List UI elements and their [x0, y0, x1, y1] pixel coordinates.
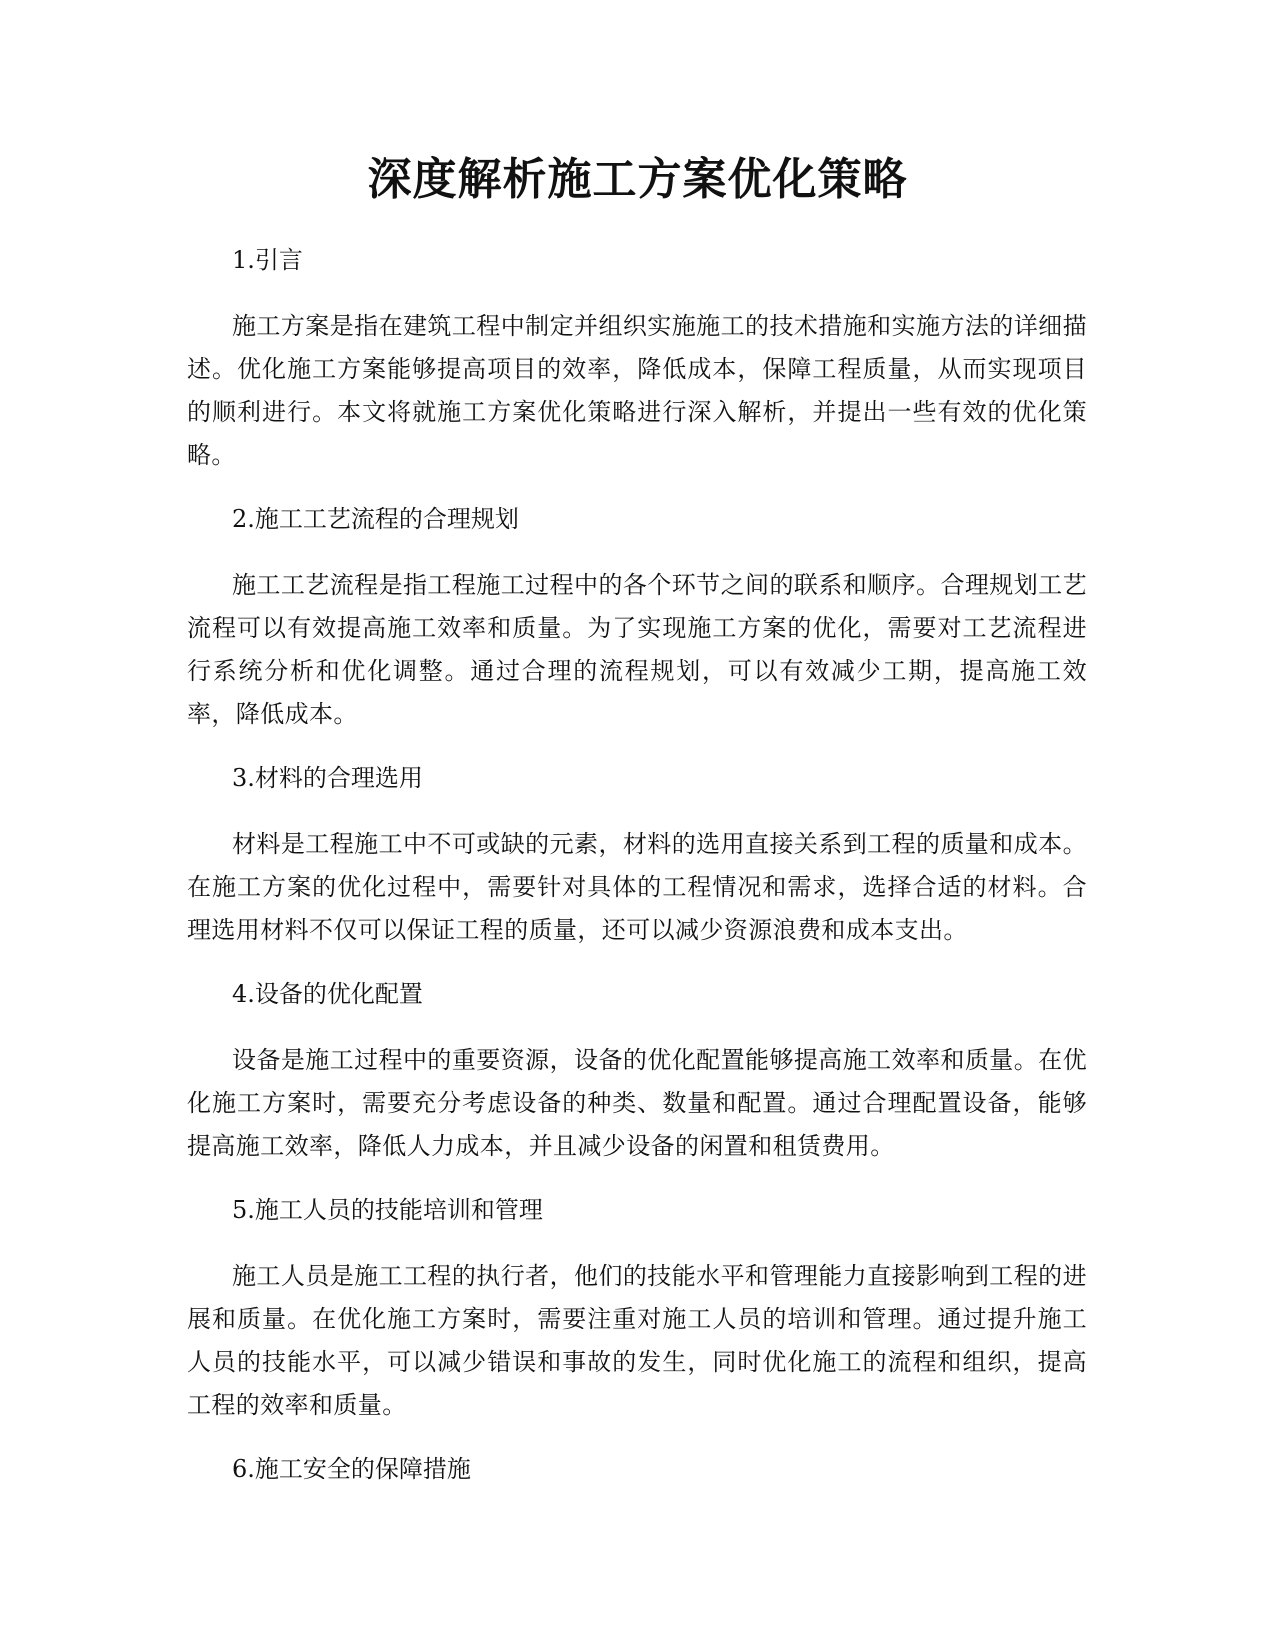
section-heading-2: 2.施工工艺流程的合理规划 — [232, 505, 519, 533]
section-paragraph-2: 施工工艺流程是指工程施工过程中的各个环节之间的联系和顺序。合理规划工艺流程可以有效提高施工效率和质量。为了实现施工方案的优化，需要对工艺流程进行系统分析和优化调整。通过合理的流程规划，可以有效减少工期，提高施工效率，降低成本。 — [187, 571, 1087, 728]
section-paragraph-3: 材料是工程施工中不可或缺的元素，材料的选用直接关系到工程的质量和成本。在施工方案的优化过程中，需要针对具体的工程情况和需求，选择合适的材料。合理选用材料不仅可以保证工程的质量，还可以减少资源浪费和成本支出。 — [187, 830, 1087, 944]
section-heading-1: 1.引言 — [232, 246, 303, 274]
section-heading-5: 5.施工人员的技能培训和管理 — [232, 1196, 543, 1224]
section-paragraph-1: 施工方案是指在建筑工程中制定并组织实施施工的技术措施和实施方法的详细描述。优化施工方案能够提高项目的效率，降低成本，保障工程质量，从而实现项目的顺利进行。本文将就施工方案优化策略进行深入解析，并提出一些有效的优化策略。 — [187, 312, 1087, 469]
section-paragraph-4: 设备是施工过程中的重要资源，设备的优化配置能够提高施工效率和质量。在优化施工方案时，需要充分考虑设备的种类、数量和配置。通过合理配置设备，能够提高施工效率，降低人力成本，并且减少设备的闲置和租赁费用。 — [187, 1046, 1087, 1160]
document-body — [187, 240, 1087, 1514]
document-title: 深度解析施工方案优化策略 — [367, 154, 908, 205]
section-paragraph-5: 施工人员是施工工程的执行者，他们的技能水平和管理能力直接影响到工程的进展和质量。在优化施工方案时，需要注重对施工人员的培训和管理。通过提升施工人员的技能水平，可以减少错误和事故的发生，同时优化施工的流程和组织，提高工程的效率和质量。 — [187, 1262, 1087, 1419]
section-heading-4: 4.设备的优化配置 — [232, 980, 423, 1008]
section-heading-6: 6.施工安全的保障措施 — [232, 1455, 471, 1483]
section-heading-3: 3.材料的合理选用 — [232, 764, 423, 792]
